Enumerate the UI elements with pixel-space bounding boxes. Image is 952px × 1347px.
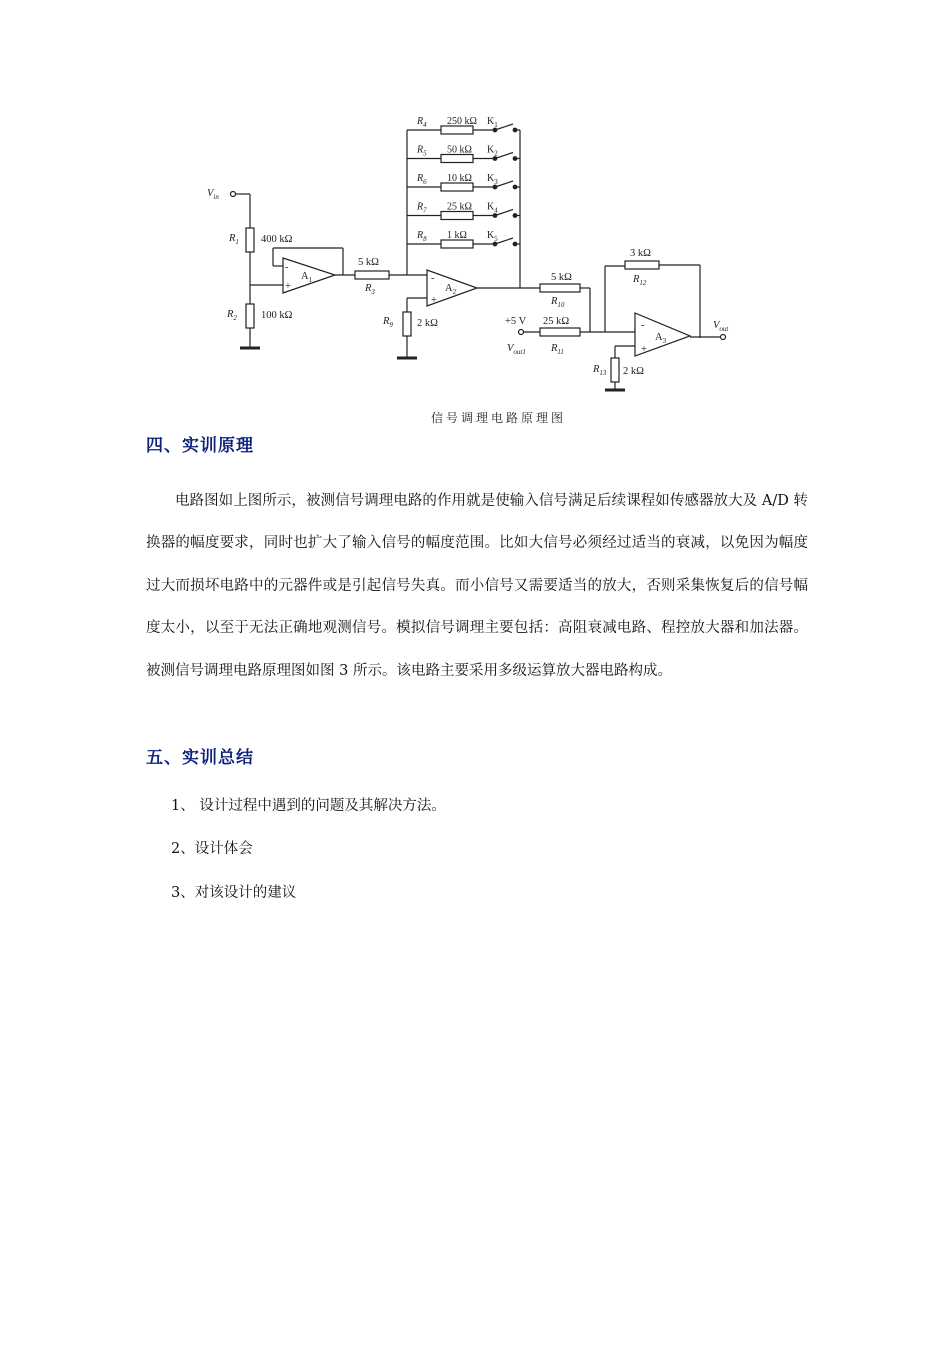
summary-item: 2、设计体会 bbox=[171, 841, 253, 857]
resistor-label: $R_7$ bbox=[417, 201, 427, 215]
resistor-r1 bbox=[246, 228, 254, 252]
svg-text:Vout: $V_{out}$ bbox=[713, 320, 729, 333]
svg-text:+: + bbox=[285, 281, 291, 292]
svg-text:25 kΩ: 25 kΩ bbox=[543, 316, 570, 327]
svg-text:A1: $A_1$ bbox=[301, 271, 313, 284]
svg-text:400 kΩ: 400 kΩ bbox=[261, 234, 293, 245]
vin-terminal bbox=[231, 192, 236, 197]
resistor-r12 bbox=[625, 261, 659, 269]
resistor-label: $R_5$ bbox=[417, 144, 427, 158]
resistor-r9 bbox=[403, 312, 411, 336]
resistor-r11 bbox=[540, 328, 580, 336]
svg-text:A3: $A_3$ bbox=[655, 332, 667, 345]
svg-text:2 kΩ: 2 kΩ bbox=[623, 366, 644, 377]
resistor-r3 bbox=[355, 271, 389, 279]
svg-text:Vout1: $V_{out1}$ bbox=[507, 343, 526, 356]
svg-text:+5 V: +5 V bbox=[505, 316, 527, 327]
svg-text:R13: $R_{13}$ bbox=[593, 364, 607, 377]
resistor-r8 bbox=[441, 240, 473, 248]
svg-text:A2: $A_2$ bbox=[445, 283, 457, 296]
resistor-r13 bbox=[611, 358, 619, 382]
svg-text:R1: $R_1$ bbox=[229, 233, 239, 246]
svg-text:+: + bbox=[431, 295, 437, 306]
resistor-value: 50 kΩ bbox=[447, 144, 472, 156]
resistor-value: 10 kΩ bbox=[447, 173, 472, 184]
resistor-label: $R_8$ bbox=[417, 230, 427, 243]
resistor-label: $R_4$ bbox=[417, 116, 427, 129]
svg-text:R9: $R_9$ bbox=[383, 316, 393, 329]
vout1-terminal bbox=[519, 330, 524, 335]
resistor-value: 25 kΩ bbox=[447, 201, 472, 213]
vout-terminal bbox=[721, 335, 726, 340]
resistor-r7 bbox=[441, 212, 473, 220]
svg-text:100 kΩ: 100 kΩ bbox=[261, 310, 293, 321]
svg-text:R12: $R_{12}$ bbox=[633, 274, 647, 287]
switch-bank bbox=[407, 116, 520, 248]
figure-caption: 信号调理电路原理图 bbox=[431, 411, 567, 425]
resistor-r6 bbox=[441, 183, 473, 191]
svg-text:R11: $R_{11}$ bbox=[551, 343, 564, 356]
resistor-r2 bbox=[246, 304, 254, 328]
section-heading-summary: 五、实训总结 bbox=[146, 748, 254, 768]
svg-text:5 kΩ: 5 kΩ bbox=[358, 257, 379, 268]
svg-text:-: - bbox=[431, 273, 435, 284]
switch-label: $K_2$ bbox=[487, 144, 498, 158]
switch-label: $K_4$ bbox=[487, 201, 498, 215]
svg-text:-: - bbox=[285, 262, 289, 273]
circuit-diagram bbox=[195, 108, 755, 438]
resistor-r10 bbox=[540, 284, 580, 292]
principle-paragraph: 电路图如上图所示，被测信号调理电路的作用就是使输入信号满足后续课程如传感器放大及 A/D 转换器的幅度要求，同时也扩大了输入信号的幅度范围。比如大信号必须经过适当的衰减，以免因为幅度过大而损坏电路中的元器件或是引起信号失真。而小信号又需要适当的放大，否则采集恢复后的信号幅度太小，以至于无法正确地观测信号。模拟信号调理主要包括：高阻衰减电路、程控放大器和加法器。被测信号调理电路原理图如图 3 所示。该电路主要采用多级运算放大器电路构成。 bbox=[146, 493, 808, 679]
switch-label: $K_5$ bbox=[487, 230, 498, 243]
svg-text:R2: $R_2$ bbox=[227, 309, 237, 322]
svg-text:R10: $R_{10}$ bbox=[551, 296, 565, 309]
summary-item: 3、对该设计的建议 bbox=[171, 885, 297, 901]
resistor-label: $R_6$ bbox=[417, 173, 427, 186]
switch-label: $K_1$ bbox=[487, 116, 498, 129]
resistor-r4 bbox=[441, 126, 473, 134]
switch-label: $K_3$ bbox=[487, 173, 498, 186]
svg-text:5 kΩ: 5 kΩ bbox=[551, 272, 572, 283]
resistor-value: 1 kΩ bbox=[447, 230, 467, 241]
resistor-value: 250 kΩ bbox=[447, 116, 477, 127]
svg-text:R3: $R_3$ bbox=[365, 283, 375, 296]
svg-text:+: + bbox=[641, 344, 647, 355]
svg-text:Vin: $V_{in}$ bbox=[207, 188, 219, 201]
svg-text:3 kΩ: 3 kΩ bbox=[630, 248, 651, 259]
section-heading-principle: 四、实训原理 bbox=[146, 436, 254, 456]
resistor-r5 bbox=[441, 155, 473, 163]
summary-item: 1、 设计过程中遇到的问题及其解决方法。 bbox=[171, 798, 446, 814]
svg-text:2 kΩ: 2 kΩ bbox=[417, 318, 438, 329]
svg-text:-: - bbox=[641, 320, 645, 331]
